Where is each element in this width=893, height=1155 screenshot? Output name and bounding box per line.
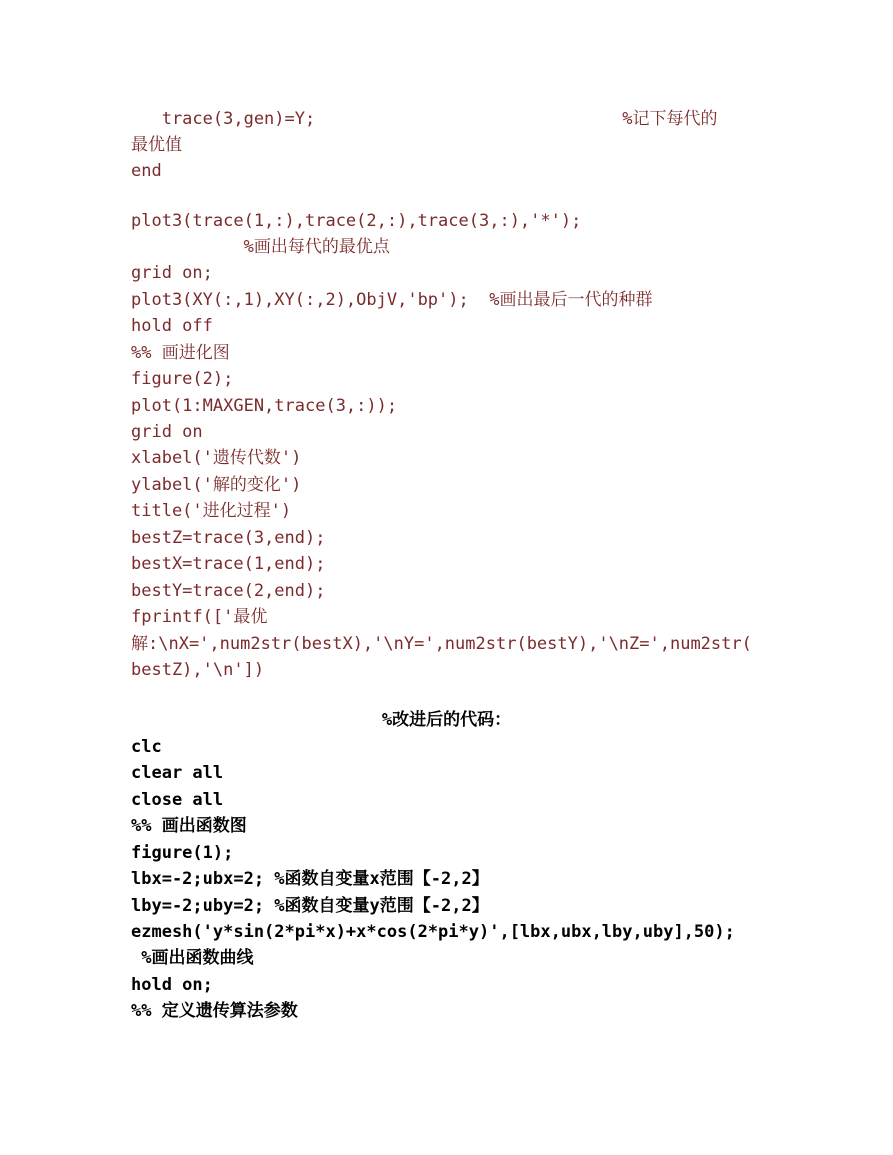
code-line: plot3(trace(1,:),trace(2,:),trace(3,:),'*'); — [131, 211, 582, 231]
section-heading: %改进后的代码： — [381, 710, 512, 730]
code-line: figure(1); — [131, 843, 234, 863]
code-line: plot(1:MAXGEN,trace(3,:)); — [131, 396, 398, 416]
code-line: 解:\nX=',num2str(bestX),'\nY=',num2str(bestY),'\nZ=',num2str( — [131, 634, 752, 654]
code-line: grid on; — [131, 263, 213, 283]
code-line: clc — [131, 737, 162, 757]
code-line: bestY=trace(2,end); — [131, 581, 326, 601]
code-line: lbx=-2;ubx=2; %函数自变量x范围【-2,2】 — [131, 869, 489, 889]
code-line: xlabel('遗传代数') — [131, 448, 302, 468]
code-line: plot3(XY(:,1),XY(:,2),ObjV,'bp'); %画出最后一代的种群 — [131, 290, 653, 310]
code-line: bestZ=trace(3,end); — [131, 528, 326, 548]
code-line: figure(2); — [131, 369, 234, 389]
code-line: fprintf(['最优 — [131, 607, 268, 627]
code-line: lby=-2;uby=2; %函数自变量y范围【-2,2】 — [131, 896, 489, 916]
code-line: bestX=trace(1,end); — [131, 554, 326, 574]
code-line: ylabel('解的变化') — [131, 475, 302, 495]
code-line: %% 定义遗传算法参数 — [131, 1001, 298, 1021]
code-line: %% 画出函数图 — [131, 816, 247, 836]
code-line: grid on — [131, 422, 203, 442]
code-line: clear all — [131, 763, 224, 783]
code-line: hold off — [131, 316, 213, 336]
code-line: end — [131, 161, 162, 181]
code-line: trace(3,gen)=Y; %记下每代的 — [131, 109, 718, 129]
code-line: 最优值 — [131, 135, 182, 155]
code-line: bestZ),'\n']) — [131, 660, 265, 680]
code-line: %% 画进化图 — [131, 343, 230, 363]
code-line: %画出每代的最优点 — [131, 237, 390, 257]
code-line: ezmesh('y*sin(2*pi*x)+x*cos(2*pi*y)',[lbx,ubx,lby,uby],50); — [131, 922, 735, 942]
code-line: close all — [131, 790, 224, 810]
code-line: title('进化过程') — [131, 501, 292, 521]
code-line: %画出函数曲线 — [131, 948, 254, 968]
code-line: hold on; — [131, 975, 213, 995]
